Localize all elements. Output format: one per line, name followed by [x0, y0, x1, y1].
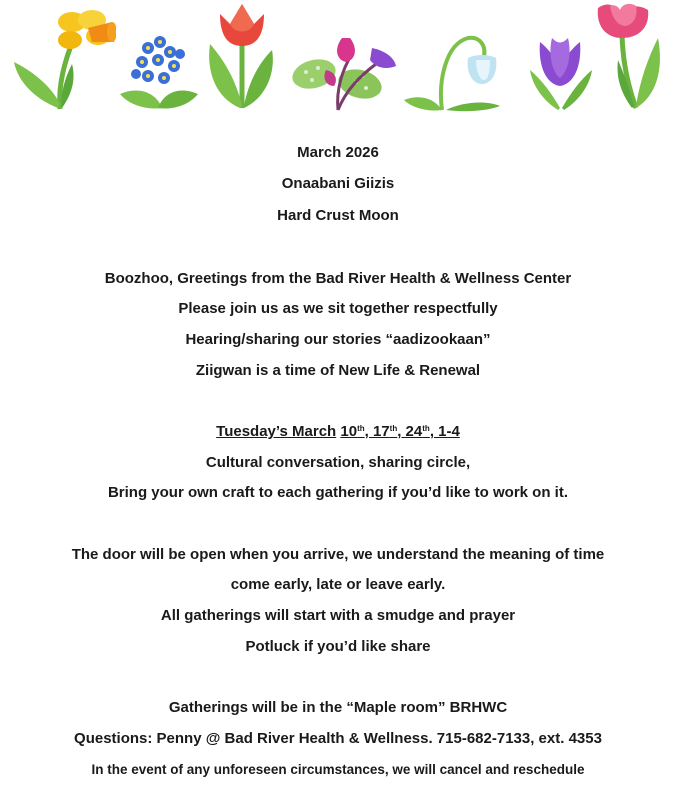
moon-english: Hard Crust Moon: [277, 207, 399, 225]
invitation: Please join us as we sit together respectfully: [178, 300, 498, 318]
daffodil-icon: [10, 4, 116, 112]
schedule-date-list: 10th, 17th, 24th, 1-4: [340, 423, 460, 440]
stories-line: Hearing/sharing our stories “aadizookaan”: [185, 330, 491, 348]
flyer-body: [0, 138, 676, 785]
activity-line: Cultural conversation, sharing circle,: [205, 453, 471, 471]
flower-banner: [0, 0, 676, 115]
crocus-icon: [522, 34, 600, 112]
tulip-icon: [204, 0, 280, 112]
snowdrop-icon: [402, 30, 502, 112]
notice-line: In the event of any unforeseen circumstances, we will cancel and reschedule: [91, 761, 585, 777]
smudge-line: All gatherings will start with a smudge and prayer: [160, 607, 516, 625]
arrival-line: come early, late or leave early.: [230, 576, 446, 594]
potluck-line: Potluck if you’d like share: [245, 637, 431, 655]
date-heading: March 2026: [297, 144, 379, 161]
schedule-dates: [0, 417, 676, 448]
sweet-pea-icon: [290, 30, 400, 112]
door-line: The door will be open when you arrive, we understand the meaning of time: [71, 545, 605, 563]
questions-line: Questions: Penny @ Bad River Health & Wellness. 715-682-7133, ext. 4353: [74, 729, 602, 747]
craft-line: Bring your own craft to each gathering if you’d like to work on it.: [107, 484, 569, 502]
greeting: Boozhoo, Greetings from the Bad River Health & Wellness Center: [104, 269, 572, 287]
pink-tulip-icon: [592, 0, 664, 112]
moon-ojibwe: Onaabani Giizis: [281, 174, 395, 192]
location-line: Gatherings will be in the “Maple room” BRHWC: [168, 699, 508, 717]
forget-me-not-icon: [118, 34, 200, 112]
schedule-day: Tuesday’s March: [216, 423, 337, 440]
season-line: Ziigwan is a time of New Life & Renewal: [195, 361, 481, 379]
